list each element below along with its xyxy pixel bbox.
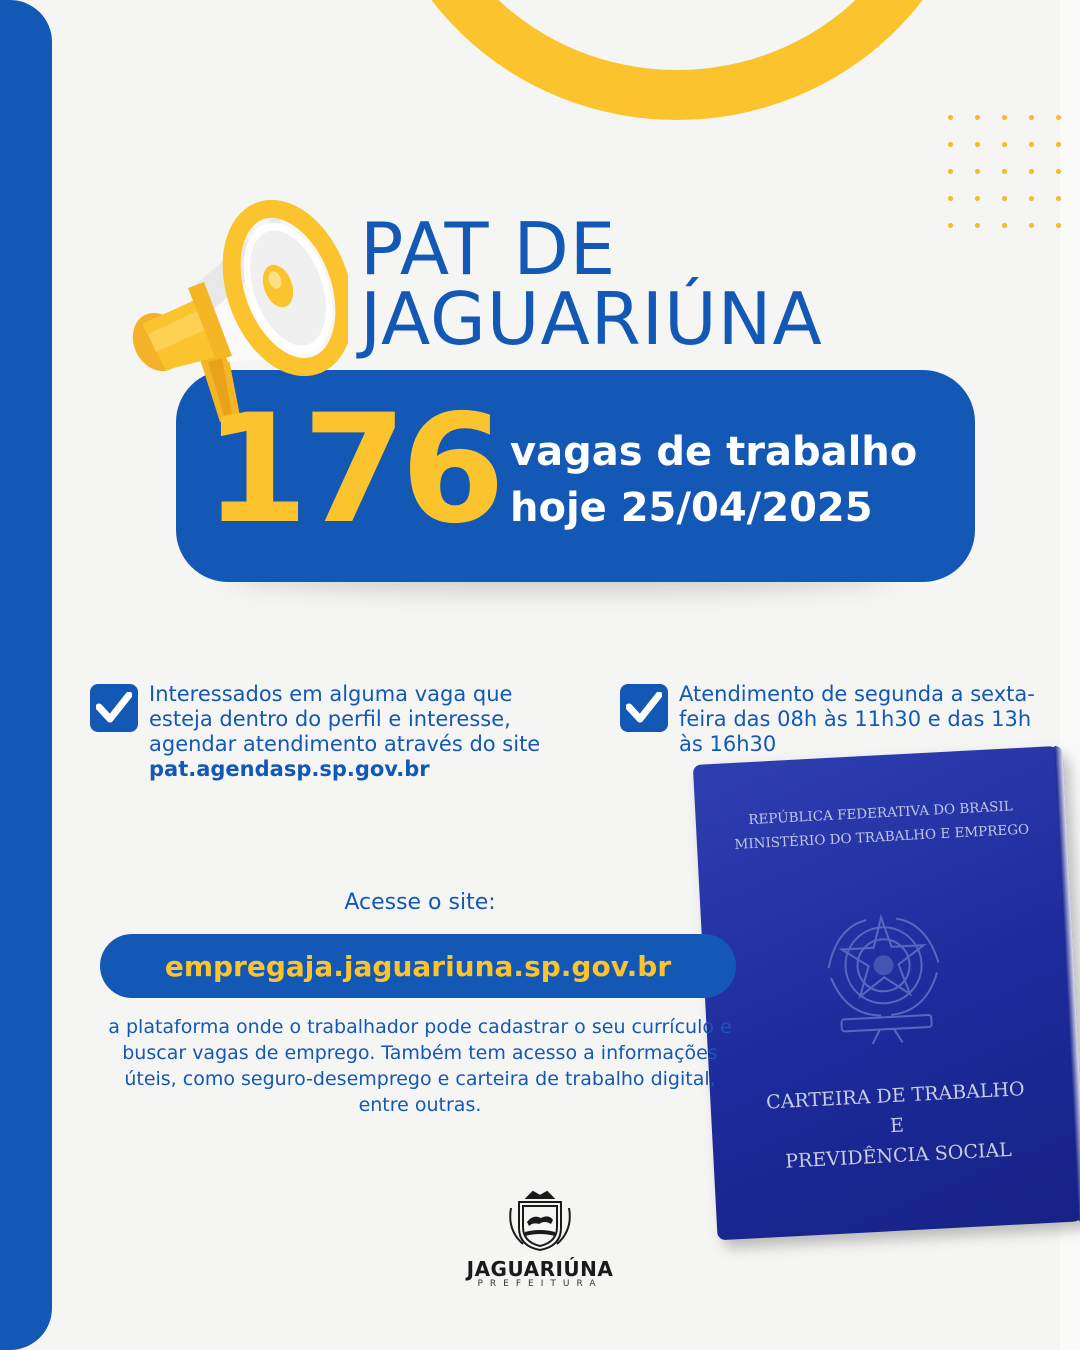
city-name: JAGUARIÚNA — [466, 1257, 614, 1281]
decorative-dot-grid — [937, 104, 1080, 246]
site-description: a plataforma onde o trabalhador pode cadastrar o seu currículo e buscar vagas de emprego. Também tem acesso a informações úteis, como seguro-desemprego e carteira de trabalho digital, entre outras. — [108, 1016, 732, 1116]
city-subtitle: PREFEITURA — [477, 1279, 603, 1289]
info-opening-hours-text: Atendimento de segunda a sexta-feira das 08h às 11h30 e das 13h às 16h30 — [679, 682, 1035, 756]
checkmark-icon — [620, 684, 668, 732]
work-card-title-line-1: CARTEIRA DE TRABALHO — [765, 1078, 1026, 1114]
site-intro: Acesse o site: — [344, 890, 496, 915]
info-opening-hours — [620, 682, 1040, 757]
city-logo — [440, 1188, 640, 1298]
vacancy-count: 176 — [204, 383, 500, 557]
page-title — [360, 207, 823, 361]
site-url-badge[interactable] — [100, 934, 736, 998]
work-card-republic: REPÚBLICA FEDERATIVA DO BRASIL — [747, 798, 1014, 829]
work-card-header — [695, 792, 1067, 859]
work-card-image — [693, 746, 1080, 1241]
vacancy-date: hoje 25/04/2025 — [510, 485, 873, 531]
vacancy-label-line-1: vagas de trabalho — [510, 429, 918, 475]
work-card-title — [710, 1071, 1080, 1180]
info-scheduling — [90, 682, 580, 782]
work-card-ministry: MINISTÉRIO DO TRABALHO E EMPREGO — [734, 821, 1030, 853]
work-card-title-line-3: PREVIDÊNCIA SOCIAL — [784, 1138, 1013, 1173]
left-accent-bar — [0, 0, 52, 1350]
checkmark-icon — [90, 684, 138, 732]
decorative-arc — [372, 0, 982, 120]
scheduling-link[interactable]: pat.agendasp.sp.gov.br — [149, 757, 430, 781]
info-scheduling-text — [149, 682, 580, 782]
site-url[interactable]: empregaja.jaguariuna.sp.gov.br — [164, 949, 672, 983]
info-scheduling-body: Interessados em alguma vaga que esteja dentro do perfil e interesse, agendar atendimento através do site — [149, 682, 541, 756]
city-crest-icon — [505, 1188, 575, 1254]
coat-of-arms-icon — [805, 891, 963, 1049]
vacancy-label — [510, 424, 917, 536]
title-line-2: JAGUARIÚNA — [360, 277, 823, 361]
title-line-1: PAT DE — [360, 207, 617, 291]
work-card-title-line-2: E — [889, 1114, 905, 1138]
